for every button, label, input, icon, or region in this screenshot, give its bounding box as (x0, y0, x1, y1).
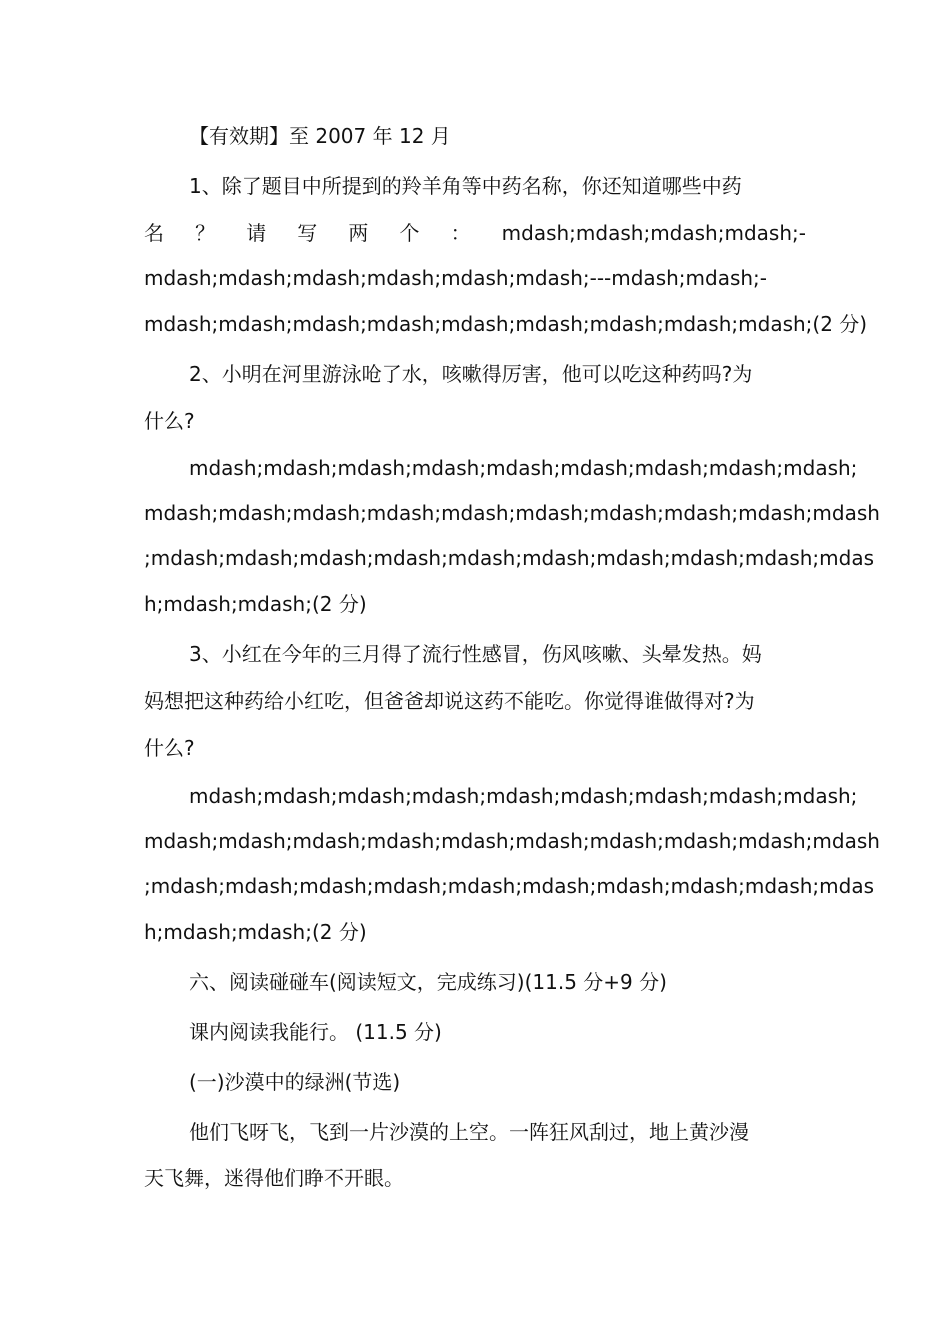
q3-line-1: 3、小红在今年的三月得了流行性感冒，伤风咳嗽、头晕发热。妈 (189, 642, 762, 666)
q1-line-3: mdash;mdash;mdash;mdash;mdash;mdash;---mdash;mdash;- (144, 266, 768, 290)
q3-line-5: mdash;mdash;mdash;mdash;mdash;mdash;mdash;mdash;mdash;mdash (144, 829, 880, 853)
q2-line-6: h;mdash;mdash;(2 分) (144, 592, 367, 616)
q3-line-6: ;mdash;mdash;mdash;mdash;mdash;mdash;mdash;mdash;mdash;mdas (144, 874, 874, 898)
q1-line-4: mdash;mdash;mdash;mdash;mdash;mdash;mdash;mdash;mdash;(2 分) (144, 312, 868, 336)
q3-line-4: mdash;mdash;mdash;mdash;mdash;mdash;mdash;mdash;mdash; (189, 784, 858, 808)
q1-char: 写 (297, 221, 318, 245)
q2-line-3: mdash;mdash;mdash;mdash;mdash;mdash;mdash;mdash;mdash; (189, 456, 858, 480)
section-heading: 六、阅读碰碰车(阅读短文，完成练习)(11.5 分+9 分) (189, 970, 667, 994)
validity-line: 【有效期】至 2007 年 12 月 (189, 124, 451, 148)
q1-char: ？ (195, 221, 216, 245)
q2-line-1: 2、小明在河里游泳呛了水，咳嗽得厉害，他可以吃这种药吗?为 (189, 362, 753, 386)
q1-char: 请 (246, 221, 267, 245)
q1-char: ： (450, 221, 471, 245)
q1-line-1: 1、除了题目中所提到的羚羊角等中药名称，你还知道哪些中药 (189, 174, 742, 198)
passage-line-1: 他们飞呀飞，飞到一片沙漠的上空。一阵狂风刮过，地上黄沙漫 (189, 1120, 749, 1144)
passage-line-2: 天飞舞，迷得他们睁不开眼。 (144, 1166, 404, 1190)
q2-line-4: mdash;mdash;mdash;mdash;mdash;mdash;mdash;mdash;mdash;mdash (144, 501, 880, 525)
q1-char: 名 (144, 221, 164, 245)
q2-line-2: 什么? (144, 409, 195, 433)
sub-heading: 课内阅读我能行。 (11.5 分) (189, 1020, 442, 1044)
q1-answer-dashes: mdash;mdash;mdash;mdash;- (501, 221, 806, 245)
q3-line-3: 什么? (144, 736, 195, 760)
q1-char: 两 (348, 221, 369, 245)
passage-title: (一)沙漠中的绿洲(节选) (189, 1070, 401, 1094)
q1-char: 个 (399, 221, 420, 245)
q3-line-7: h;mdash;mdash;(2 分) (144, 920, 367, 944)
q2-line-5: ;mdash;mdash;mdash;mdash;mdash;mdash;mdash;mdash;mdash;mdas (144, 546, 874, 570)
q1-line-2 (144, 219, 806, 247)
q3-line-2: 妈想把这种药给小红吃，但爸爸却说这药不能吃。你觉得谁做得对?为 (144, 689, 755, 713)
